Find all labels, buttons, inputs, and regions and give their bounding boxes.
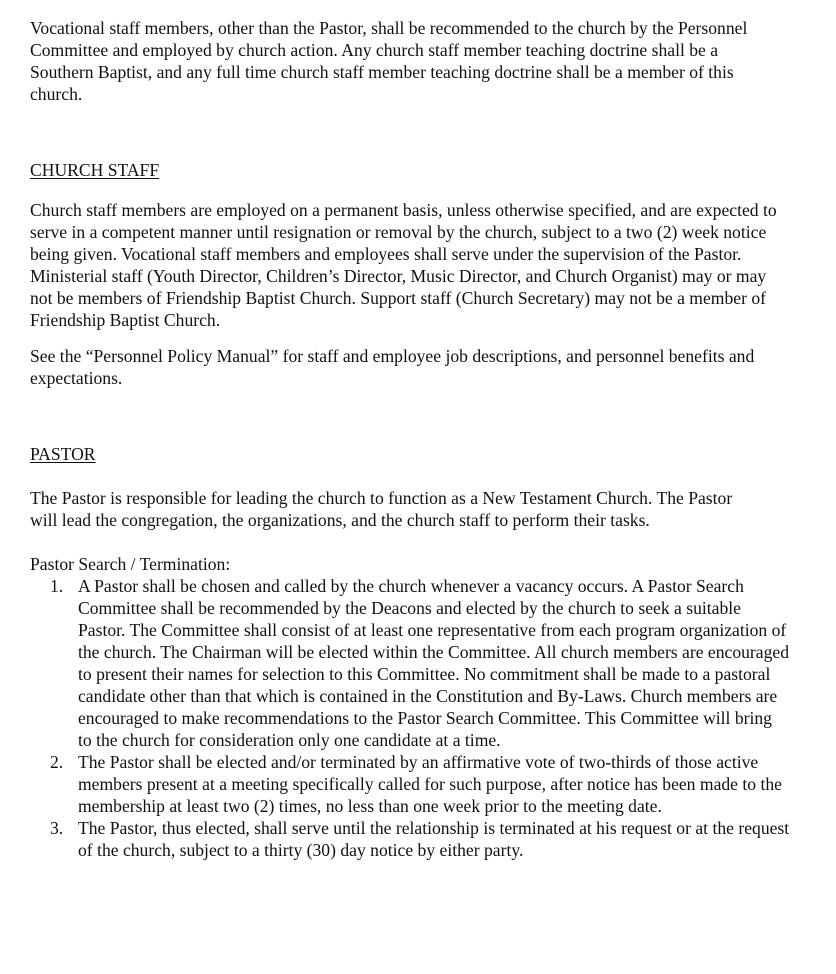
pastor-search-subheading: Pastor Search / Termination:	[30, 554, 231, 574]
pastor-search-list	[30, 575, 830, 861]
list-item-number: 2.	[50, 752, 64, 772]
pastor-paragraph: The Pastor is responsible for leading the church to function as a New Testament Church. The Pastor will lead the congregation, the organizations, and the church staff to perform their tasks.	[30, 488, 733, 530]
list-item	[30, 751, 818, 817]
list-item-text: The Pastor, thus elected, shall serve until the relationship is terminated at his request or at the request of the church, subject to a thirty (30) day notice by either party.	[78, 818, 790, 860]
church-staff-heading: CHURCH STAFF	[30, 160, 160, 180]
intro-paragraph: Vocational staff members, other than the Pastor, shall be recommended to the church by the Personnel Committee and employed by church action. Any church staff member teaching doctrine shall be a Southern Baptist, and any full time church staff member teaching doctrine shall be a member of this church.	[30, 18, 748, 104]
document-page	[30, 17, 830, 861]
church-staff-paragraph: Church staff members are employed on a permanent basis, unless otherwise specified, and are expected to serve in a competent manner until resignation or removal by the church, subject to a two (2) week notice being given. Vocational staff members and employees shall serve under the supervision of the Pastor. Ministerial staff (Youth Director, Children’s Director, Music Director, and Church Organist) may or may not be members of Friendship Baptist Church. Support staff (Church Secretary) may not be a member of Friendship Baptist Church.	[30, 200, 777, 330]
list-item	[30, 817, 808, 861]
personnel-policy-paragraph: See the “Personnel Policy Manual” for staff and employee job descriptions, and personnel benefits and expectations.	[30, 346, 755, 388]
list-item-text: The Pastor shall be elected and/or terminated by an affirmative vote of two-thirds of those active members present at a meeting specifically called for such purpose, after notice has been made to the membership at least two (2) times, no less than one week prior to the meeting date.	[78, 752, 782, 816]
list-item-number: 1.	[50, 576, 64, 596]
list-item-number: 3.	[50, 818, 64, 838]
list-item-text: A Pastor shall be chosen and called by the church whenever a vacancy occurs. A Pastor Search Committee shall be recommended by the Deacons and elected by the church to seek a suitable Pastor. The Committee shall consist of at least one representative from each program organization of the church. The Chairman will be elected within the Committee. All church members are encouraged to present their names for selection to this Committee. No commitment shall be made to a pastoral candidate other than that which is contained in the Constitution and By-Laws. Church members are encouraged to make recommendations to the Pastor Search Committee. This Committee will bring to the church for consideration only one candidate at a time.	[78, 576, 790, 750]
pastor-heading: PASTOR	[30, 444, 96, 464]
list-item	[30, 575, 790, 751]
